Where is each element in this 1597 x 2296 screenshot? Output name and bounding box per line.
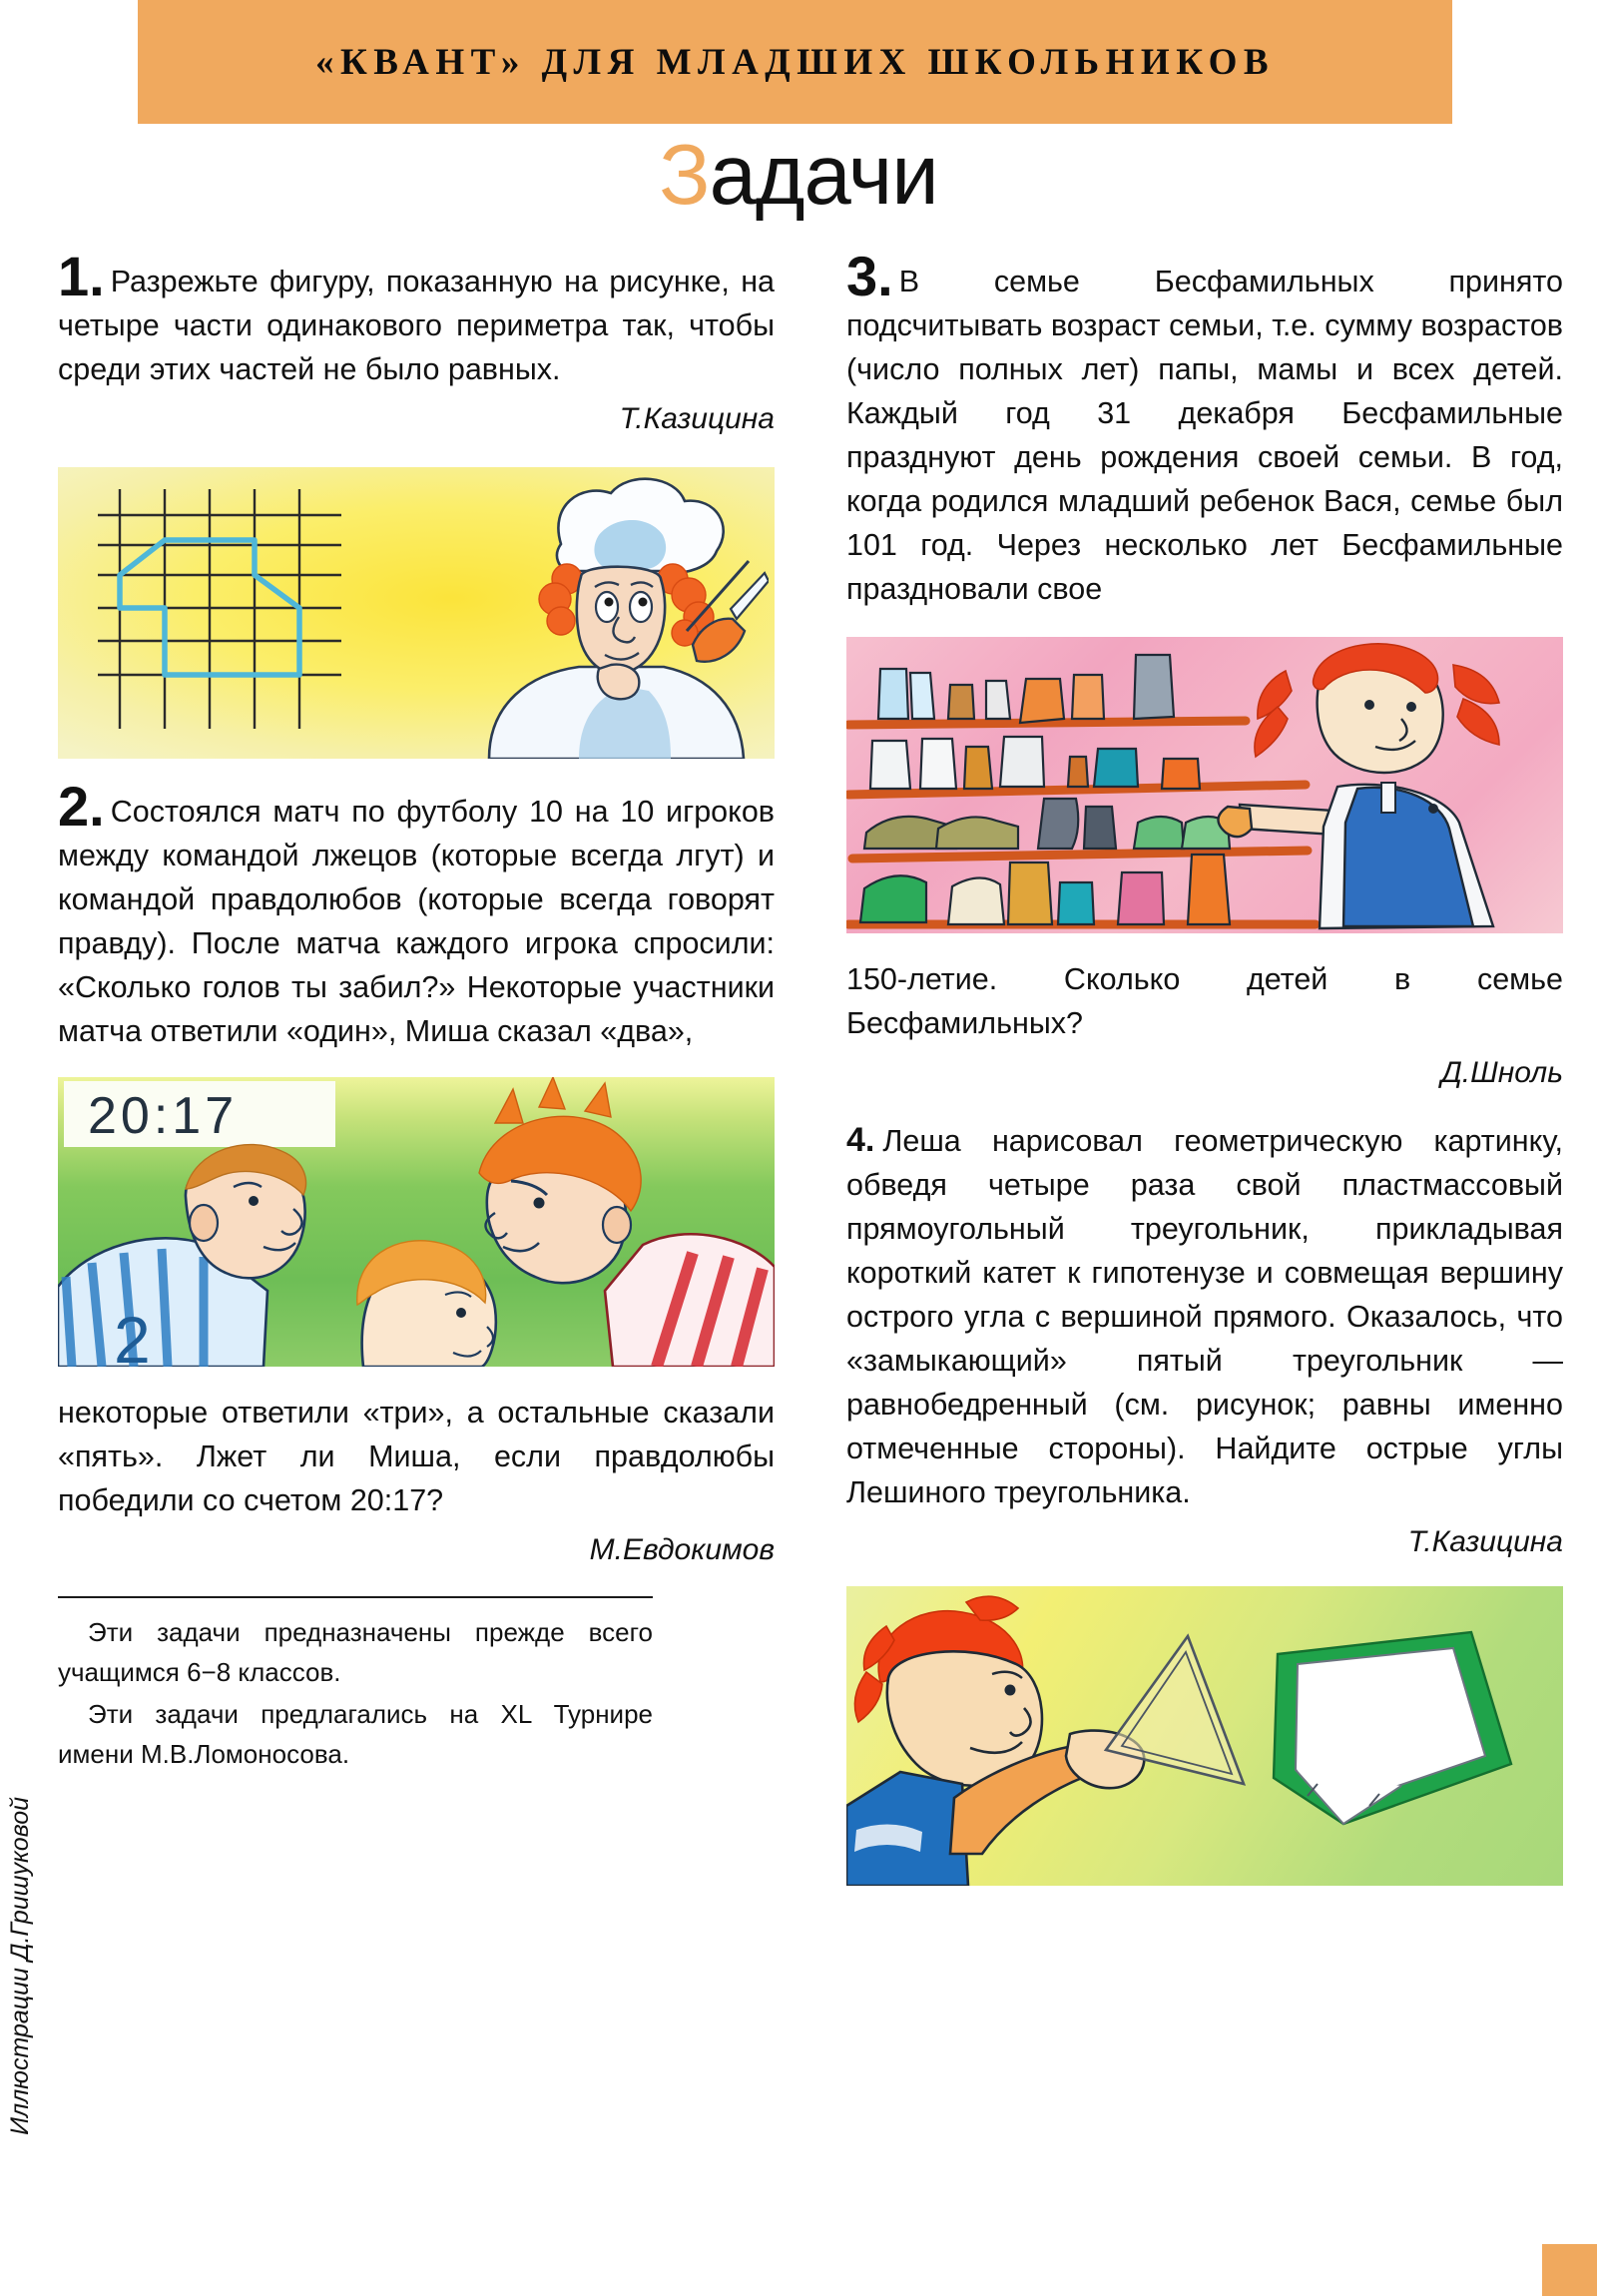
problem-4-author: Т.Казицина [1407, 1525, 1563, 1558]
problem-2-number: 2. [58, 775, 105, 838]
jersey-number: 2 [114, 1303, 151, 1367]
problem-2-body: Состоялся матч по футболу 10 на 10 игроков между командой лжецов (которые всегда лгут) и командой правдолюбов (которые всегда говорят правду). После матча каждого игрока спросили: «Сколько голов ты забил?» Некоторые участники матча ответили «один», Миша сказал «два», [58, 795, 775, 1048]
footnote-line-1: Эти задачи предназначены прежде всего учащимся 6−8 классов. [58, 1617, 653, 1687]
page-title [0, 128, 1597, 224]
grid-figure-diagram [80, 483, 369, 735]
problem-2-author: М.Евдокимов [589, 1533, 775, 1566]
shoe-store-figure [846, 637, 1563, 933]
geometric-picture [1274, 1632, 1511, 1824]
problem-4-text [846, 1119, 1563, 1514]
problem-3-number: 3. [846, 245, 893, 307]
footnote-divider [58, 1596, 653, 1598]
girl-in-shoe-store-illustration [846, 637, 1563, 933]
page-corner-accent [1542, 2244, 1597, 2296]
chef-with-grid-figure-illustration [58, 467, 775, 759]
problem-1-text [58, 245, 775, 391]
problem-4-body: Леша нарисовал геометрическую картинку, обведя четыре раза свой пластмассовый прямоугольный треугольник, прикладывая короткий катет к гипотенузе и совмещая вершину острого угла с вершиной прямого. Оказалось, что «замыкающий» пятый треугольник — равнобедренный (см. рисунок; равны именно отмеченные стороны). Найдите острые углы Лешиного треугольника. [846, 1124, 1563, 1509]
chef-character-figure [449, 469, 769, 759]
problem-4-number: 4. [846, 1121, 875, 1159]
problem-1-author: Т.Казицина [619, 402, 775, 435]
problem-3-text [846, 245, 1563, 611]
header-banner-title: «КВАНТ» ДЛЯ МЛАДШИХ ШКОЛЬНИКОВ [314, 41, 1276, 83]
footnote-line-2: Эти задачи предлагались на XL Турнире имени М.В.Ломоносова. [58, 1699, 653, 1769]
problem-3-author: Д.Шноль [1440, 1056, 1563, 1089]
footballers-figure [58, 1077, 775, 1367]
problem-1-body: Разрежьте фигуру, показанную на рисунке, на четыре части одинакового периметра так, чтобы среди этих частей не было равных. [58, 265, 775, 386]
header-banner [138, 0, 1452, 124]
right-column [846, 245, 1563, 1886]
problem-3-text-continued: 150-летие. Сколько детей в семье Бесфамильных? [846, 962, 1563, 1040]
problem-1-number: 1. [58, 245, 105, 307]
scoreboard-value: 20:17 [88, 1087, 239, 1145]
boy-with-set-square-illustration [846, 1586, 1563, 1886]
problem-3-body: В семье Бесфамильных принято подсчитывать возраст семьи, т.е. сумму возрастов (число полных лет) папы, мамы и всех детей. Каждый год 31 декабря Бесфамильные празднуют день рождения своей семьи. В год, когда родился младший ребенок Вася, семье был 101 год. Через несколько лет Бесфамильные праздновали свое [846, 265, 1563, 606]
footnote-block [58, 1596, 717, 1774]
illustrator-credit: Иллюстрации Д.Гришуковой [6, 1797, 34, 2135]
problem-2-text-continued: некоторые ответили «три», а остальные сказали «пять». Лжет ли Миша, если правдолюбы победили со счетом 20:17? [58, 1396, 775, 1517]
page-title-accent-letter: З [659, 128, 710, 223]
boy-with-triangle-figure [846, 1586, 1563, 1886]
left-column [58, 245, 775, 1776]
footballers-arguing-illustration [58, 1077, 775, 1367]
problem-2-text [58, 775, 775, 1053]
page-title-rest: адачи [709, 128, 938, 223]
